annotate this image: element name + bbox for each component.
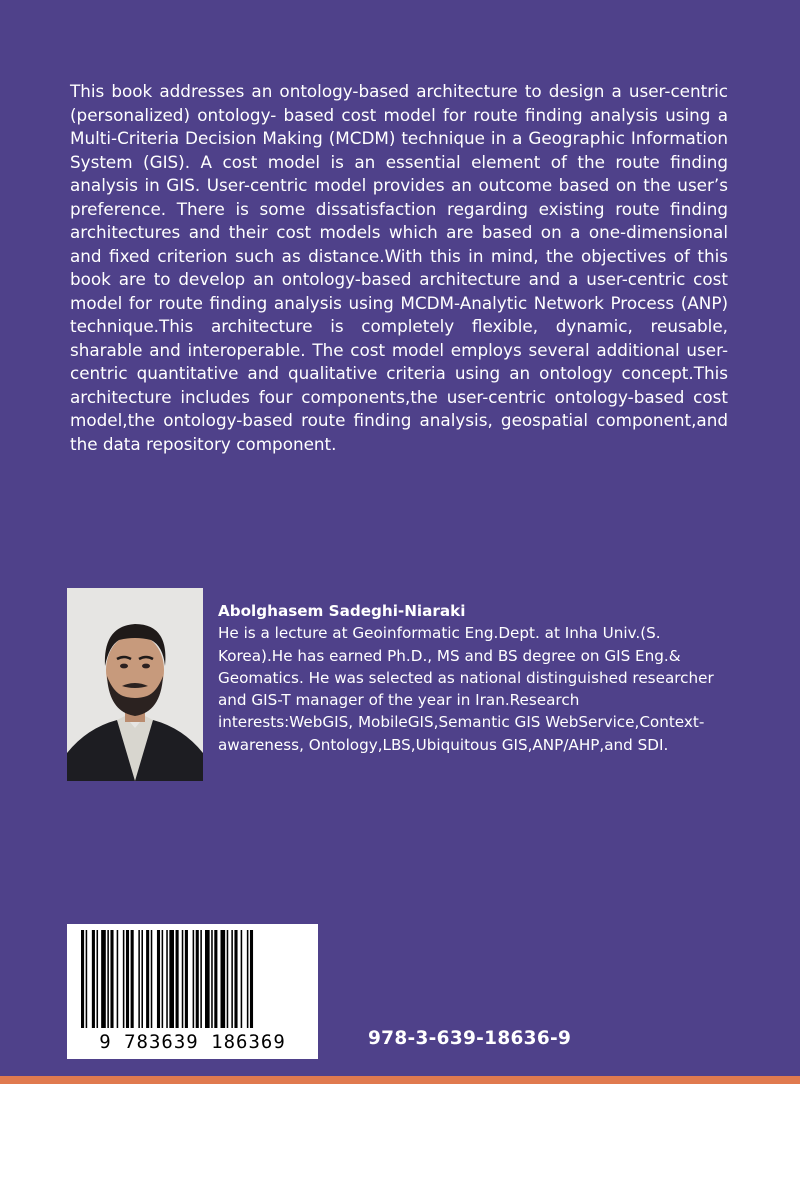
author-section — [218, 600, 718, 756]
barcode-bar — [97, 930, 99, 1030]
barcode-bar — [185, 930, 188, 1030]
barcode-bar — [221, 930, 226, 1030]
barcode-bar — [117, 930, 119, 1030]
barcode-bar — [146, 930, 149, 1030]
isbn-number: 978-3-639-18636-9 — [368, 1028, 572, 1049]
barcode-bar — [131, 930, 134, 1030]
barcode-bar — [126, 930, 129, 1030]
barcode-bar — [234, 930, 237, 1030]
barcode-bar — [141, 930, 143, 1030]
barcode-bar — [214, 930, 217, 1030]
barcode — [67, 924, 318, 1059]
author-bio: He is a lecture at Geoinformatic Eng.Dept. at Inha Univ.(S. Korea).He has earned Ph.D., MS and BS degree on GIS Eng.& Geomatics. He was selected as national distinguished researcher and GIS-T manager of the year in Iran.Research interests:WebGIS, MobileGIS,Semantic GIS WebService,Context-awareness, Ontology,LBS,Ubiquitous GIS,ANP/AHP,and SDI. — [218, 624, 714, 754]
author-photo — [67, 588, 203, 781]
barcode-bar — [157, 930, 160, 1030]
barcode-bar — [241, 930, 243, 1030]
barcode-bar — [231, 930, 233, 1030]
barcode-bar — [169, 930, 174, 1030]
barcode-bar — [86, 930, 88, 1030]
barcode-bar — [81, 930, 84, 1030]
barcode-bar — [193, 930, 195, 1030]
barcode-bar — [211, 930, 213, 1030]
barcode-bar — [200, 930, 202, 1030]
barcode-bar — [247, 930, 249, 1030]
barcode-bar — [123, 930, 125, 1030]
barcode-bar — [182, 930, 184, 1030]
book-description: This book addresses an ontology-based architecture to design a user-centric (personalized) ontology- based cost model for route finding analysis using a Multi-Criteria Decision Making (MCDM) technique in a Geographic Information System (GIS). A cost model is an essential element of the route finding analysis in GIS. User-centric model provides an outcome based on the user’s preference. There is some dissatisfaction regarding existing route finding architectures and their cost models which are based on a one-dimensional and fixed criterion such as distance.With this in mind, the objectives of this book are to develop an ontology-based architecture and a user-centric cost model for route finding analysis using MCDM-Analytic Network Process (ANP) technique.This architecture is completely flexible, dynamic, reusable, sharable and interoperable. The cost model employs several additional user-centric quantitative and qualitative criteria using an ontology concept.This architecture includes four components,the user-centric ontology-based cost model,the ontology-based route finding analysis, geospatial component,and the data repository component. — [70, 81, 728, 454]
barcode-bar — [162, 930, 164, 1030]
barcode-bar — [196, 930, 199, 1030]
barcode-bar — [92, 930, 95, 1030]
author-name: Abolghasem Sadeghi-Niaraki — [218, 602, 466, 620]
barcode-bar — [151, 930, 153, 1030]
barcode-bar — [176, 930, 179, 1030]
barcode-bar — [110, 930, 113, 1030]
barcode-bar — [101, 930, 106, 1030]
barcode-bar — [250, 930, 253, 1030]
barcode-bar — [138, 930, 140, 1030]
barcode-bar — [227, 930, 229, 1030]
barcode-bar — [166, 930, 168, 1030]
barcode-digits: 9 783639 186369 — [67, 1028, 318, 1056]
accent-stripe — [0, 1076, 800, 1084]
barcode-bar — [205, 930, 210, 1030]
barcode-bar — [107, 930, 109, 1030]
